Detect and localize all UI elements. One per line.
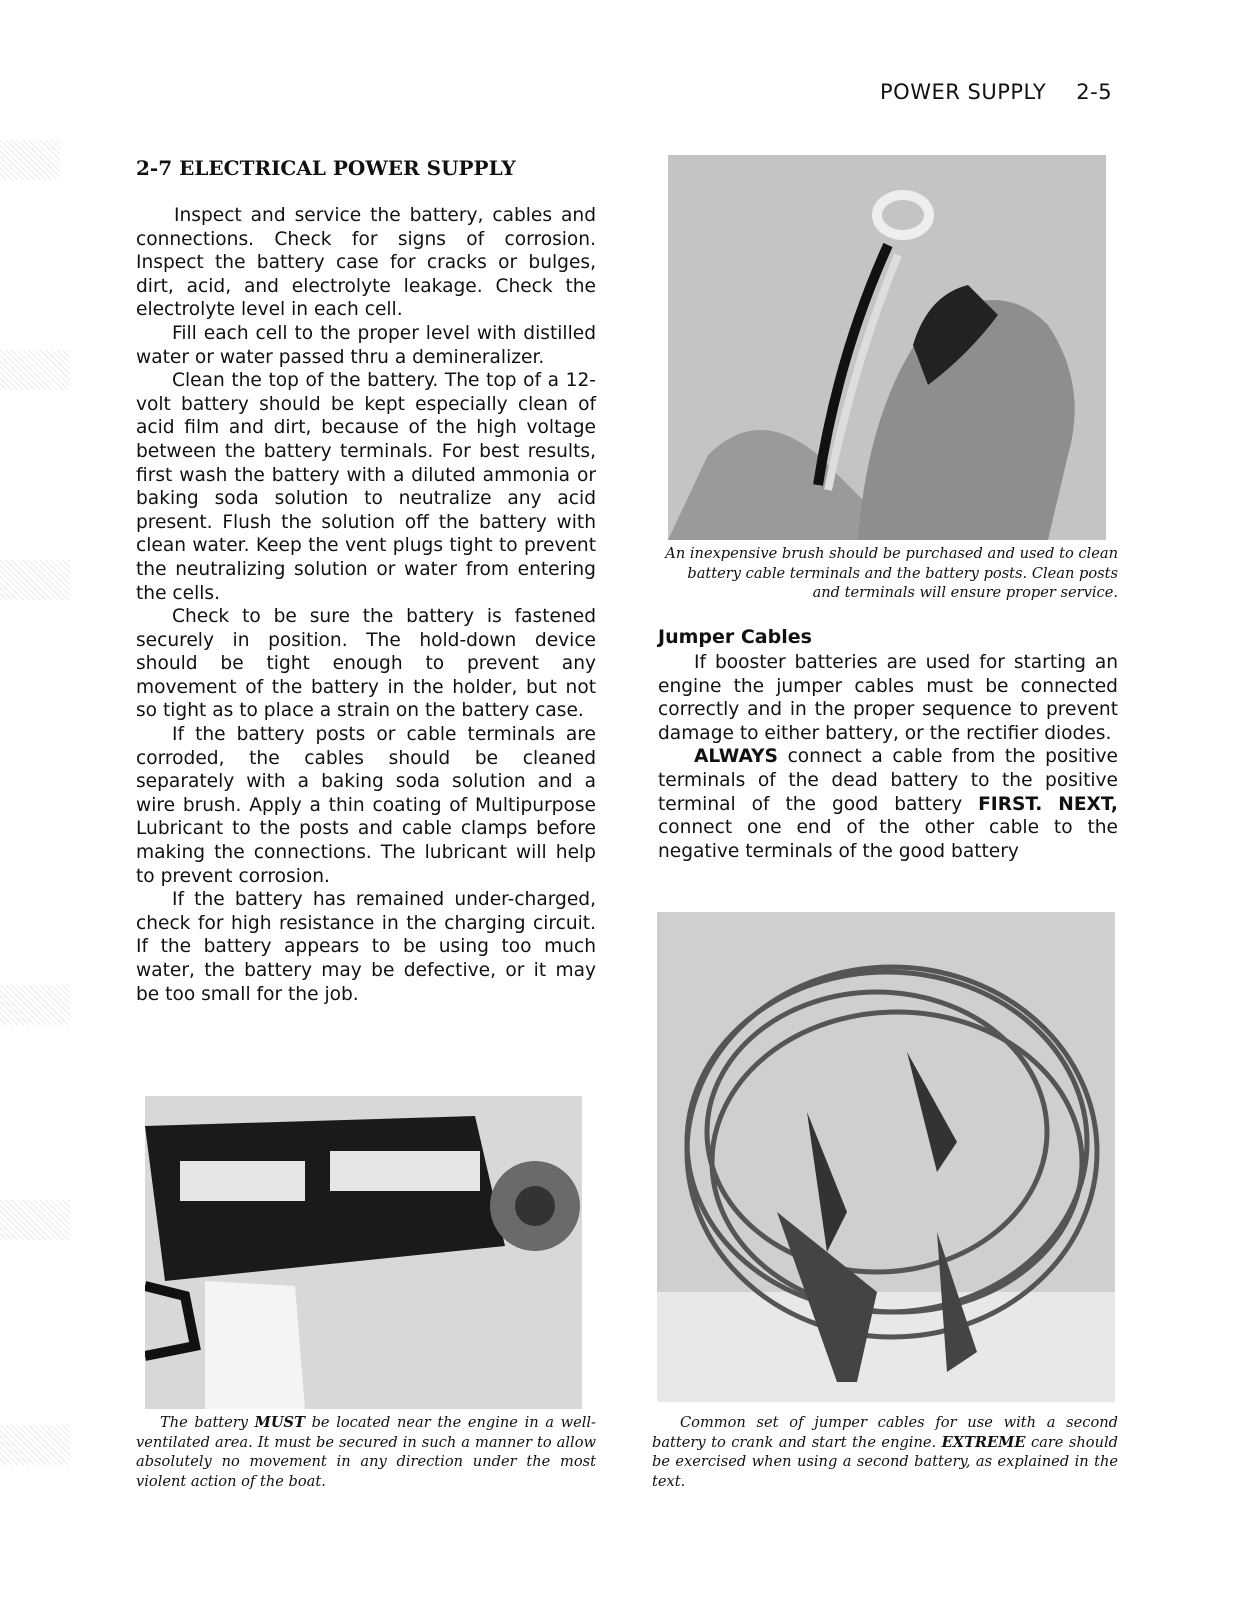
brush-photo: [668, 155, 1106, 540]
left-column: [136, 204, 596, 1006]
text-run: The battery: [160, 1414, 255, 1431]
right-column: [658, 651, 1118, 863]
running-header: [880, 80, 1112, 104]
emphasis-first: FIRST.: [978, 793, 1043, 815]
paragraph: Fill each cell to the proper level with distilled water or water passed thru a demineralizer.: [136, 322, 596, 368]
paragraph: If the battery posts or cable terminals are corroded, the cables should be cleaned separately with a baking soda solution and a wire brush. Apply a thin coating of Multipurpose Lubricant to the posts and cable clamps before making the connections. The lubricant will help to prevent corrosion.: [136, 724, 596, 887]
paragraph: If booster batteries are used for starting an engine the jumper cables must be connected correctly and in the proper sequence to prevent damage to either battery, or the rectifier diodes.: [658, 652, 1118, 744]
scan-speck: [0, 140, 60, 180]
paragraph: If the battery has remained under-charged, check for high resistance in the charging circuit. If the battery appears to be using too much water, the battery may be defective, or it may be too small for the job.: [136, 889, 596, 1005]
scan-speck: [0, 985, 70, 1025]
paragraph-always: [658, 745, 1118, 863]
emphasis-always: ALWAYS: [694, 746, 778, 768]
caption-brush: An inexpensive brush should be purchased and used to clean battery cable terminals and the battery posts. Clean posts and terminals will ensure proper service.: [665, 545, 1118, 601]
text-run: connect one end of the other cable to the negative terminals of the good battery: [658, 817, 1118, 862]
jumper-cables-heading: Jumper Cables: [658, 626, 812, 648]
battery-photo: [145, 1096, 582, 1409]
paragraph: Check to be sure the battery is fastened securely in position. The hold-down device should be tight enough to prevent any movement of the battery in the holder, but not so tight as to place a strain on the battery case.: [136, 606, 596, 722]
text-run: be located near the engine in a well-ventilated area. It must be secured in such a manner to allow absolutely no movement in any direction under the most violent action of the boat.: [136, 1414, 596, 1490]
jumper-cables-photo: [657, 912, 1115, 1402]
caption-jumper-cables: [652, 1413, 1118, 1491]
caption-battery: [136, 1413, 596, 1491]
paragraph: Inspect and service the battery, cables and connections. Check for signs of corrosion. Inspect the battery case for cracks or bulges, dirt, acid, and electrolyte leakage. Check the electrolyte level in each cell.: [136, 205, 596, 321]
page-number: 2-5: [1076, 80, 1113, 104]
scan-speck: [0, 350, 70, 390]
text-run: Common set of jumper cables for use with a second battery to crank and start the engine.: [652, 1414, 1118, 1451]
scan-speck: [0, 1425, 70, 1465]
section-title: 2-7 ELECTRICAL POWER SUPPLY: [136, 156, 516, 180]
emphasis-extreme: EXTREME: [941, 1433, 1026, 1451]
scan-speck: [0, 560, 70, 600]
scan-speck: [0, 1200, 70, 1240]
text-run: care should be exercised when using a second battery, as explained in the text.: [652, 1433, 1118, 1490]
header-section: POWER SUPPLY: [880, 80, 1047, 104]
text-run: connect a cable from the positive terminals of the dead battery to the positive terminal of the good battery: [658, 746, 1118, 815]
emphasis-next: NEXT,: [1058, 793, 1118, 815]
paragraph: Clean the top of the battery. The top of a 12-volt battery should be kept especially clean of acid film and dirt, because of the high voltage between the battery terminals. For best results, first wash the battery with a diluted ammonia or baking soda solution to neutralize any acid present. Flush the solution off the battery with clean water. Keep the vent plugs tight to prevent the neutralizing solution or water from entering the cells.: [136, 370, 596, 604]
emphasis-must: MUST: [254, 1414, 305, 1431]
